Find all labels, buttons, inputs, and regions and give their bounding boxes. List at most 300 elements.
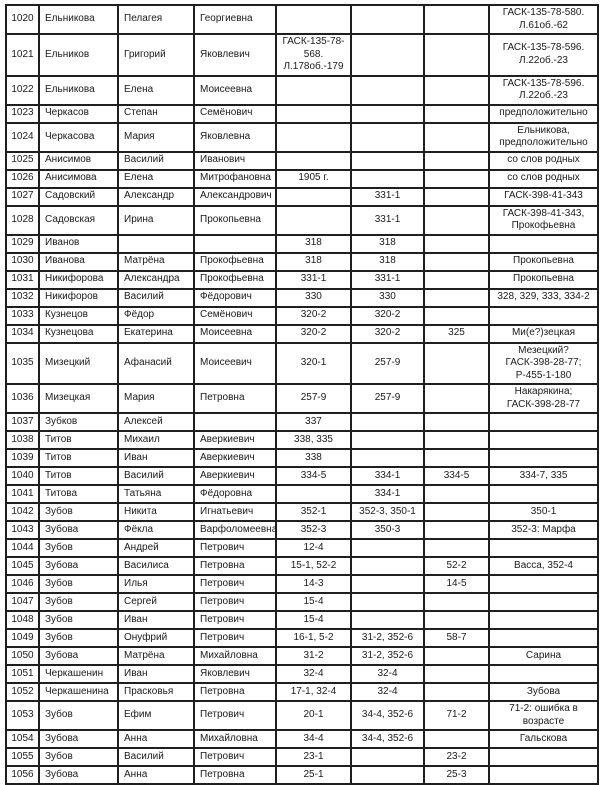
table-row — [6, 235, 598, 253]
cell-source-ref-2: 34-4, 352-6 — [351, 730, 424, 748]
cell-patronymic: Фёдорович — [194, 289, 276, 307]
cell-surname: Зубова — [39, 766, 118, 784]
cell-surname: Анисимова — [39, 170, 118, 188]
cell-source-ref-1: 257-9 — [276, 384, 351, 413]
cell-source-ref-1: 32-4 — [276, 665, 351, 683]
cell-given-name: Иван — [118, 665, 194, 683]
cell-surname: Зубков — [39, 413, 118, 431]
cell-patronymic: Петрович — [194, 629, 276, 647]
cell-row-number: 1044 — [6, 539, 39, 557]
cell-source-ref-3: 334-5 — [424, 467, 489, 485]
cell-surname: Садовский — [39, 188, 118, 206]
cell-source-ref-1: 12-4 — [276, 539, 351, 557]
cell-notes — [489, 485, 598, 503]
cell-given-name: Алексей — [118, 413, 194, 431]
cell-source-ref-2 — [351, 170, 424, 188]
cell-source-ref-2 — [351, 5, 424, 34]
cell-source-ref-2: 32-4 — [351, 665, 424, 683]
cell-surname: Ельников — [39, 34, 118, 76]
cell-row-number: 1034 — [6, 325, 39, 343]
cell-source-ref-1: 330 — [276, 289, 351, 307]
cell-surname: Титов — [39, 431, 118, 449]
table-row — [6, 521, 598, 539]
cell-notes — [489, 235, 598, 253]
table-row — [6, 5, 598, 34]
cell-source-ref-3: 14-5 — [424, 575, 489, 593]
cell-row-number: 1056 — [6, 766, 39, 784]
cell-source-ref-2 — [351, 611, 424, 629]
cell-given-name: Пелагея — [118, 5, 194, 34]
cell-row-number: 1021 — [6, 34, 39, 76]
cell-source-ref-3 — [424, 307, 489, 325]
cell-notes: Прокопьевна — [489, 271, 598, 289]
cell-patronymic: Варфоломеевна — [194, 521, 276, 539]
cell-source-ref-3 — [424, 683, 489, 701]
cell-surname: Титова — [39, 485, 118, 503]
cell-source-ref-2: 32-4 — [351, 683, 424, 701]
cell-source-ref-1 — [276, 76, 351, 105]
cell-notes — [489, 611, 598, 629]
table-row — [6, 188, 598, 206]
table-row — [6, 384, 598, 413]
cell-row-number: 1037 — [6, 413, 39, 431]
cell-notes — [489, 539, 598, 557]
cell-surname: Зубов — [39, 539, 118, 557]
cell-row-number: 1032 — [6, 289, 39, 307]
cell-source-ref-1: 14-3 — [276, 575, 351, 593]
cell-source-ref-2: 350-3 — [351, 521, 424, 539]
cell-notes: Васса, 352-4 — [489, 557, 598, 575]
table-row — [6, 539, 598, 557]
cell-given-name: Иван — [118, 611, 194, 629]
cell-source-ref-2 — [351, 413, 424, 431]
cell-source-ref-2: 320-2 — [351, 307, 424, 325]
cell-surname: Черкашенин — [39, 665, 118, 683]
cell-source-ref-1: 31-2 — [276, 647, 351, 665]
cell-given-name: Никита — [118, 503, 194, 521]
cell-notes: ГАСК-135-78-596. Л.22об.-23 — [489, 34, 598, 76]
cell-surname: Черкашенина — [39, 683, 118, 701]
table-row — [6, 170, 598, 188]
cell-given-name: Фёкла — [118, 521, 194, 539]
table-row — [6, 748, 598, 766]
cell-patronymic: Игнатьевич — [194, 503, 276, 521]
cell-notes: Прокопьевна — [489, 253, 598, 271]
cell-row-number: 1040 — [6, 467, 39, 485]
cell-given-name: Татьяна — [118, 485, 194, 503]
cell-patronymic: Моисеевна — [194, 76, 276, 105]
cell-source-ref-1: ГАСК-135-78-568. Л.178об.-179 — [276, 34, 351, 76]
cell-patronymic: Петрович — [194, 611, 276, 629]
cell-source-ref-3 — [424, 485, 489, 503]
cell-notes: Ми(е?)зецкая — [489, 325, 598, 343]
cell-source-ref-2: 331-1 — [351, 188, 424, 206]
cell-source-ref-3 — [424, 665, 489, 683]
cell-given-name: Иван — [118, 449, 194, 467]
cell-row-number: 1055 — [6, 748, 39, 766]
cell-patronymic: Петрович — [194, 701, 276, 730]
cell-source-ref-2 — [351, 123, 424, 152]
cell-notes — [489, 593, 598, 611]
cell-patronymic — [194, 235, 276, 253]
cell-notes: 352-3: Марфа — [489, 521, 598, 539]
cell-source-ref-1: 337 — [276, 413, 351, 431]
cell-source-ref-2: 320-2 — [351, 325, 424, 343]
cell-patronymic: Семёнович — [194, 307, 276, 325]
cell-given-name: Василий — [118, 152, 194, 170]
cell-row-number: 1045 — [6, 557, 39, 575]
cell-surname: Зубов — [39, 503, 118, 521]
cell-source-ref-1 — [276, 123, 351, 152]
cell-row-number: 1033 — [6, 307, 39, 325]
cell-surname: Мизецкая — [39, 384, 118, 413]
cell-surname: Зубов — [39, 748, 118, 766]
cell-row-number: 1023 — [6, 105, 39, 123]
cell-notes: 350-1 — [489, 503, 598, 521]
table-row — [6, 730, 598, 748]
cell-row-number: 1051 — [6, 665, 39, 683]
table-row — [6, 575, 598, 593]
cell-row-number: 1025 — [6, 152, 39, 170]
records-tbody — [6, 5, 598, 784]
cell-source-ref-1: 331-1 — [276, 271, 351, 289]
cell-patronymic: Иванович — [194, 152, 276, 170]
cell-row-number: 1029 — [6, 235, 39, 253]
cell-given-name: Илья — [118, 575, 194, 593]
cell-surname: Зубов — [39, 701, 118, 730]
cell-row-number: 1043 — [6, 521, 39, 539]
cell-notes: Ельникова, предположительно — [489, 123, 598, 152]
cell-patronymic: Яковлевич — [194, 665, 276, 683]
cell-source-ref-1 — [276, 5, 351, 34]
cell-given-name: Сергей — [118, 593, 194, 611]
cell-source-ref-3 — [424, 170, 489, 188]
cell-source-ref-3 — [424, 730, 489, 748]
cell-patronymic: Петрович — [194, 593, 276, 611]
cell-source-ref-3 — [424, 206, 489, 235]
cell-source-ref-3 — [424, 539, 489, 557]
cell-notes — [489, 748, 598, 766]
cell-source-ref-2 — [351, 766, 424, 784]
cell-source-ref-1: 338, 335 — [276, 431, 351, 449]
cell-source-ref-3 — [424, 105, 489, 123]
cell-patronymic: Прокофьевна — [194, 271, 276, 289]
cell-row-number: 1047 — [6, 593, 39, 611]
cell-given-name: Елена — [118, 76, 194, 105]
table-row — [6, 105, 598, 123]
cell-source-ref-1: 15-1, 52-2 — [276, 557, 351, 575]
cell-source-ref-3 — [424, 76, 489, 105]
cell-surname: Титов — [39, 449, 118, 467]
cell-source-ref-3 — [424, 593, 489, 611]
cell-source-ref-1: 17-1, 32-4 — [276, 683, 351, 701]
cell-patronymic: Михайловна — [194, 730, 276, 748]
cell-source-ref-3 — [424, 503, 489, 521]
cell-surname: Зубов — [39, 575, 118, 593]
cell-source-ref-3 — [424, 235, 489, 253]
cell-surname: Кузнецов — [39, 307, 118, 325]
cell-row-number: 1039 — [6, 449, 39, 467]
cell-patronymic: Митрофановна — [194, 170, 276, 188]
cell-patronymic: Александрович — [194, 188, 276, 206]
cell-notes: предположительно — [489, 105, 598, 123]
cell-source-ref-2 — [351, 76, 424, 105]
cell-source-ref-2: 257-9 — [351, 343, 424, 385]
cell-source-ref-2 — [351, 431, 424, 449]
cell-given-name: Афанасий — [118, 343, 194, 385]
cell-row-number: 1031 — [6, 271, 39, 289]
cell-source-ref-2: 318 — [351, 235, 424, 253]
table-row — [6, 123, 598, 152]
cell-source-ref-3 — [424, 413, 489, 431]
cell-patronymic: Аверкиевич — [194, 431, 276, 449]
table-row — [6, 449, 598, 467]
cell-source-ref-1: 15-4 — [276, 593, 351, 611]
cell-source-ref-3 — [424, 123, 489, 152]
cell-surname: Зубова — [39, 557, 118, 575]
cell-notes — [489, 766, 598, 784]
cell-row-number: 1030 — [6, 253, 39, 271]
cell-notes: ГАСК-398-41-343 — [489, 188, 598, 206]
cell-patronymic: Петрович — [194, 575, 276, 593]
cell-patronymic: Петровна — [194, 683, 276, 701]
cell-source-ref-3 — [424, 34, 489, 76]
table-row — [6, 343, 598, 385]
cell-surname: Зубов — [39, 593, 118, 611]
table-row — [6, 34, 598, 76]
cell-row-number: 1026 — [6, 170, 39, 188]
cell-given-name — [118, 235, 194, 253]
cell-source-ref-3 — [424, 271, 489, 289]
cell-source-ref-2 — [351, 575, 424, 593]
cell-notes: Накарякина; ГАСК-398-28-77 — [489, 384, 598, 413]
cell-patronymic: Фёдоровна — [194, 485, 276, 503]
cell-given-name: Александра — [118, 271, 194, 289]
cell-given-name: Василий — [118, 748, 194, 766]
cell-given-name: Матрёна — [118, 647, 194, 665]
cell-surname: Ельникова — [39, 76, 118, 105]
records-table — [5, 4, 599, 785]
cell-surname: Черкасова — [39, 123, 118, 152]
cell-source-ref-3: 71-2 — [424, 701, 489, 730]
cell-patronymic: Семёнович — [194, 105, 276, 123]
table-row — [6, 557, 598, 575]
cell-source-ref-2: 257-9 — [351, 384, 424, 413]
cell-source-ref-2: 34-4, 352-6 — [351, 701, 424, 730]
table-row — [6, 206, 598, 235]
table-row — [6, 503, 598, 521]
cell-notes — [489, 307, 598, 325]
cell-source-ref-1: 16-1, 5-2 — [276, 629, 351, 647]
cell-source-ref-3: 25-3 — [424, 766, 489, 784]
cell-source-ref-1: 318 — [276, 235, 351, 253]
cell-patronymic: Прокопьевна — [194, 206, 276, 235]
cell-surname: Иванов — [39, 235, 118, 253]
cell-source-ref-3: 23-2 — [424, 748, 489, 766]
cell-row-number: 1036 — [6, 384, 39, 413]
cell-patronymic: Моисеевна — [194, 325, 276, 343]
cell-source-ref-1: 23-1 — [276, 748, 351, 766]
cell-source-ref-1 — [276, 105, 351, 123]
cell-source-ref-3 — [424, 647, 489, 665]
cell-source-ref-1: 352-3 — [276, 521, 351, 539]
cell-given-name: Ирина — [118, 206, 194, 235]
table-row — [6, 467, 598, 485]
cell-notes — [489, 431, 598, 449]
cell-given-name: Екатерина — [118, 325, 194, 343]
cell-given-name: Мария — [118, 384, 194, 413]
cell-notes: Мезецкий? ГАСК-398-28-77; Р-455-1-180 — [489, 343, 598, 385]
cell-given-name: Елена — [118, 170, 194, 188]
cell-source-ref-2: 318 — [351, 253, 424, 271]
cell-given-name: Прасковья — [118, 683, 194, 701]
cell-given-name: Матрёна — [118, 253, 194, 271]
table-row — [6, 593, 598, 611]
cell-surname: Анисимов — [39, 152, 118, 170]
cell-patronymic: Петровна — [194, 384, 276, 413]
cell-notes — [489, 665, 598, 683]
cell-patronymic: Михайловна — [194, 647, 276, 665]
cell-given-name: Анна — [118, 766, 194, 784]
table-row — [6, 289, 598, 307]
cell-source-ref-1 — [276, 206, 351, 235]
cell-notes: Зубова — [489, 683, 598, 701]
cell-patronymic: Георгиевна — [194, 5, 276, 34]
cell-source-ref-2 — [351, 34, 424, 76]
cell-notes — [489, 413, 598, 431]
cell-given-name: Григорий — [118, 34, 194, 76]
table-row — [6, 76, 598, 105]
cell-patronymic: Петровна — [194, 766, 276, 784]
cell-notes — [489, 629, 598, 647]
table-row — [6, 611, 598, 629]
cell-notes: 328, 329, 333, 334-2 — [489, 289, 598, 307]
cell-source-ref-3 — [424, 5, 489, 34]
table-row — [6, 271, 598, 289]
cell-row-number: 1042 — [6, 503, 39, 521]
cell-patronymic: Яковлевна — [194, 123, 276, 152]
cell-source-ref-3 — [424, 384, 489, 413]
cell-row-number: 1050 — [6, 647, 39, 665]
cell-source-ref-1 — [276, 485, 351, 503]
cell-row-number: 1046 — [6, 575, 39, 593]
cell-source-ref-3 — [424, 343, 489, 385]
cell-source-ref-3 — [424, 611, 489, 629]
cell-source-ref-1: 320-2 — [276, 307, 351, 325]
cell-notes: со слов родных — [489, 152, 598, 170]
cell-given-name: Онуфрий — [118, 629, 194, 647]
cell-source-ref-1 — [276, 188, 351, 206]
cell-source-ref-3 — [424, 431, 489, 449]
cell-surname: Зубова — [39, 647, 118, 665]
cell-source-ref-2: 31-2, 352-6 — [351, 629, 424, 647]
table-row — [6, 413, 598, 431]
cell-source-ref-3: 58-7 — [424, 629, 489, 647]
cell-surname: Кузнецова — [39, 325, 118, 343]
cell-notes: 334-7, 335 — [489, 467, 598, 485]
cell-given-name: Мария — [118, 123, 194, 152]
cell-patronymic: Петрович — [194, 748, 276, 766]
cell-row-number: 1052 — [6, 683, 39, 701]
cell-surname: Ельникова — [39, 5, 118, 34]
table-row — [6, 325, 598, 343]
cell-source-ref-2: 31-2, 352-6 — [351, 647, 424, 665]
cell-source-ref-2 — [351, 557, 424, 575]
table-row — [6, 701, 598, 730]
cell-source-ref-3 — [424, 449, 489, 467]
cell-row-number: 1049 — [6, 629, 39, 647]
cell-surname: Никифорова — [39, 271, 118, 289]
cell-patronymic: Аверкиевич — [194, 449, 276, 467]
cell-surname: Иванова — [39, 253, 118, 271]
cell-row-number: 1020 — [6, 5, 39, 34]
cell-source-ref-2: 334-1 — [351, 485, 424, 503]
cell-notes: ГАСК-135-78-596. Л.22об.-23 — [489, 76, 598, 105]
cell-source-ref-1: 334-5 — [276, 467, 351, 485]
table-row — [6, 485, 598, 503]
cell-source-ref-2 — [351, 449, 424, 467]
table-row — [6, 629, 598, 647]
cell-source-ref-1 — [276, 152, 351, 170]
cell-row-number: 1038 — [6, 431, 39, 449]
cell-source-ref-1: 320-1 — [276, 343, 351, 385]
cell-source-ref-3 — [424, 253, 489, 271]
table-row — [6, 152, 598, 170]
cell-source-ref-2 — [351, 539, 424, 557]
cell-source-ref-1: 25-1 — [276, 766, 351, 784]
cell-given-name: Фёдор — [118, 307, 194, 325]
cell-source-ref-2 — [351, 748, 424, 766]
cell-row-number: 1048 — [6, 611, 39, 629]
cell-source-ref-3 — [424, 152, 489, 170]
cell-row-number: 1053 — [6, 701, 39, 730]
cell-notes — [489, 575, 598, 593]
table-row — [6, 665, 598, 683]
cell-surname: Зубова — [39, 730, 118, 748]
cell-surname: Титов — [39, 467, 118, 485]
cell-source-ref-3: 52-2 — [424, 557, 489, 575]
cell-row-number: 1028 — [6, 206, 39, 235]
cell-surname: Зубов — [39, 629, 118, 647]
cell-surname: Зубова — [39, 521, 118, 539]
cell-source-ref-1: 15-4 — [276, 611, 351, 629]
cell-source-ref-2 — [351, 152, 424, 170]
cell-surname: Зубов — [39, 611, 118, 629]
cell-source-ref-3 — [424, 289, 489, 307]
table-row — [6, 647, 598, 665]
cell-row-number: 1054 — [6, 730, 39, 748]
cell-source-ref-2: 331-1 — [351, 206, 424, 235]
cell-surname: Никифоров — [39, 289, 118, 307]
cell-source-ref-1: 352-1 — [276, 503, 351, 521]
cell-notes: Сарина — [489, 647, 598, 665]
cell-surname: Садовская — [39, 206, 118, 235]
cell-source-ref-2: 352-3, 350-1 — [351, 503, 424, 521]
cell-given-name: Михаил — [118, 431, 194, 449]
cell-source-ref-1: 338 — [276, 449, 351, 467]
cell-row-number: 1035 — [6, 343, 39, 385]
cell-given-name: Ефим — [118, 701, 194, 730]
cell-patronymic: Моисеевич — [194, 343, 276, 385]
cell-source-ref-1: 20-1 — [276, 701, 351, 730]
cell-notes: ГАСК-398-41-343, Прокофьевна — [489, 206, 598, 235]
table-row — [6, 307, 598, 325]
cell-notes: 71-2: ошибка в возрасте — [489, 701, 598, 730]
cell-given-name: Василий — [118, 289, 194, 307]
cell-source-ref-2: 334-1 — [351, 467, 424, 485]
cell-source-ref-2 — [351, 105, 424, 123]
cell-source-ref-2 — [351, 593, 424, 611]
